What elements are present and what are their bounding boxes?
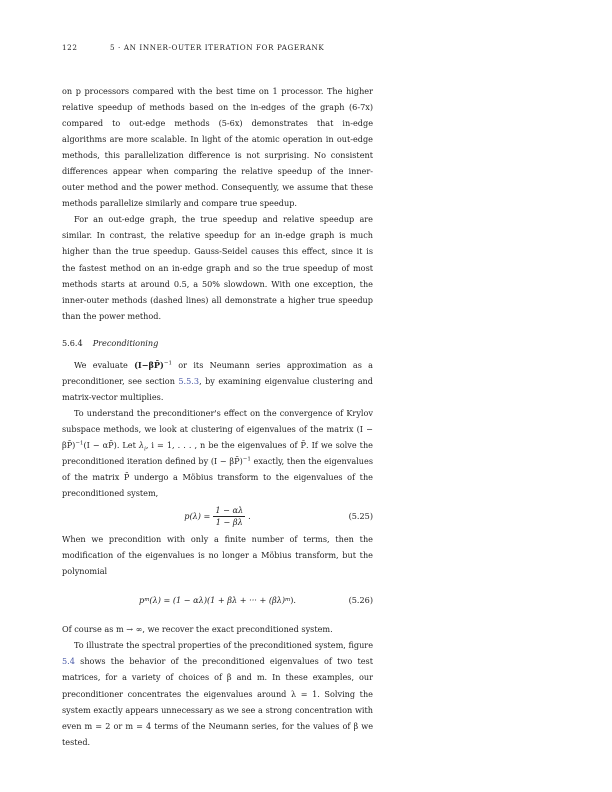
fraction-denominator: 1 − βλ xyxy=(215,516,243,527)
figure-link[interactable]: 5.4 xyxy=(62,656,75,667)
paragraph-1: on p processors compared with the best time on 1 processor. The higher relative speedup of methods based on the in-edges of the graph (6-7x) compared to out-edge methods (5-6x) demonstrates that in-edge algorithms are more scalable. In light of the atomic operation in out-edge methods, this parallelization difference is not surprising. No consistent differences appear when comparing the relative speedup of the inner-outer method and the power method. Consequently, we assume that these methods parallelize similarly and compare true speedup. xyxy=(62,86,373,209)
paragraph-3: We evaluate (I−βP̄)$^{-1}$ or its Neumann series approximation as a preconditioner, see section 5.5.3, by examining eigenvalue clustering and matrix-vector multiplies. xyxy=(62,359,373,402)
equation-lhs: p(λ) = xyxy=(184,511,211,522)
paragraph-7: To illustrate the spectral properties of the preconditioned system, figure 5.4 shows the behavior of the preconditioned eigenvalues of two test matrices, for a variety of choices of β and m. In these examples, our preconditioner concentrates the eigenvalues around λ = 1. Solving the system exactly appears unnecessary as we see a strong concentration with even m = 2 or m = 4 terms of the Neumann series, for the values of β we tested. xyxy=(62,640,373,747)
section-heading xyxy=(62,335,373,351)
equation-5-25: p(λ) = $\frac{1 - \alpha\lambda}{1 - \beta\lambda}$ . (5.25) xyxy=(184,504,373,527)
section-link[interactable]: 5.5.3 xyxy=(178,375,200,386)
section-title: Preconditioning xyxy=(92,337,159,348)
equation-number: (5.26) xyxy=(348,595,373,606)
fraction-numerator: 1 − αλ xyxy=(215,504,244,515)
polynomial-body: (λ) = (1 − αλ)(1 + βλ + ··· + (βλ) xyxy=(149,595,286,606)
equation-fraction xyxy=(213,505,245,528)
equation-5-26: p m (λ) = (1 − αλ)(1 + βλ + ··· + (βλ) m ). (5.26) xyxy=(62,579,373,621)
equation-number: (5.25) xyxy=(348,511,373,522)
paragraph-6: Of course as m → ∞, we recover the exact preconditioned system. xyxy=(62,624,333,635)
section-number: 5.6.4 xyxy=(62,337,83,348)
paragraph-2: For an out-edge graph, the true speedup and relative speedup are similar. In contrast, the relative speedup for an in-edge graph is much higher than the true speedup. Gauss-Seidel causes this effect, since it is the fastest method on an in-edge graph and so the true speedup of most methods starts at around 0.5, a 50% slowdown. With one exception, the inner-outer methods (dashed lines) all demonstrate a higher true speedup than the power method. xyxy=(62,214,373,321)
running-head xyxy=(62,43,392,55)
body-text xyxy=(62,83,373,750)
paragraph-4: To understand the preconditioner's effect on the convergence of Krylov subspace methods, we look at clustering of eigenvalues of the matrix (I − βP̄)$^{-1}$(I − αP̄). Let $\lambda_i$, i = 1, . . . , n be the eigenvalues of P̄. If we solve the preconditioned iteration defined by (I − βP̄)$^{-1}$ exactly, then the eigenvalues of the matrix P̄ undergo a Möbius transform to the eigenvalues of the preconditioned system, xyxy=(62,407,374,499)
running-title: 5 · AN INNER-OUTER ITERATION FOR PAGERANK xyxy=(110,43,325,52)
paragraph-5: When we precondition with only a finite number of terms, then the modification of the eigenvalues is no longer a Möbius transform, but the polynomial xyxy=(62,534,373,577)
preconditioner-expr: (I−βP̄) xyxy=(134,359,164,370)
page-number: 122 xyxy=(62,43,78,52)
